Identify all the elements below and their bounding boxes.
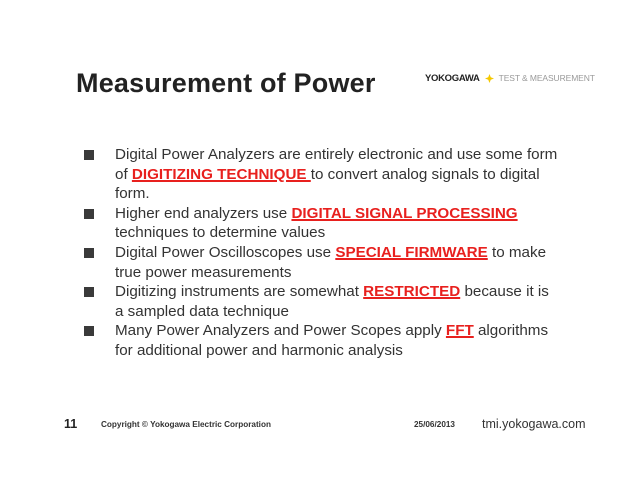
square-bullet-icon — [84, 209, 94, 219]
bullet-text: Digital Power Oscilloscopes use — [115, 243, 336, 261]
square-bullet-icon — [84, 150, 94, 160]
bullet-text: Many Power Analyzers and Power Scopes apply — [115, 322, 446, 340]
bullet-text: to make true power measurements — [115, 243, 547, 281]
slide-footer — [0, 416, 638, 436]
bullet-item — [80, 204, 560, 243]
bullet-item — [80, 145, 560, 204]
bullet-highlight: FFT — [445, 322, 474, 340]
brand-logo — [425, 71, 595, 85]
bullet-highlight: DIGITIZING TECHNIQUE — [131, 165, 311, 183]
page-number: 11 — [64, 417, 78, 431]
bullet-highlight: DIGITAL SIGNAL PROCESSING — [291, 204, 518, 222]
square-bullet-icon — [84, 248, 94, 258]
bullet-text: algorithms for additional power and harmonic analysis — [115, 322, 549, 359]
square-bullet-icon — [84, 287, 94, 297]
brand-tagline: TEST & MEASUREMENT — [498, 73, 595, 83]
bullet-text: Digitizing instruments are somewhat — [115, 283, 364, 301]
bullet-list — [80, 145, 560, 361]
bullet-item — [80, 243, 560, 282]
bullet-text: Higher end analyzers use — [115, 204, 292, 222]
bullet-text: techniques to determine values — [115, 224, 326, 242]
yokogawa-star-icon — [485, 74, 494, 83]
website-url: tmi.yokogawa.com — [482, 417, 586, 431]
bullet-highlight: SPECIAL FIRMWARE — [335, 243, 488, 261]
bullet-text: Digital Power Analyzers are entirely electronic and use some form of — [115, 146, 558, 183]
brand-name: YOKOGAWA — [425, 72, 480, 84]
bullet-text: because it is a sampled data technique — [115, 283, 549, 320]
square-bullet-icon — [84, 326, 94, 336]
slide-date: 25/06/2013 — [414, 420, 455, 429]
bullet-item — [80, 282, 560, 321]
bullet-item — [80, 321, 560, 360]
slide-title: Measurement of Power — [76, 68, 376, 98]
bullet-text: to convert analog signals to digital form. — [115, 165, 540, 203]
copyright-notice: Copyright © Yokogawa Electric Corporation — [101, 420, 271, 429]
bullet-highlight: RESTRICTED — [363, 283, 461, 301]
